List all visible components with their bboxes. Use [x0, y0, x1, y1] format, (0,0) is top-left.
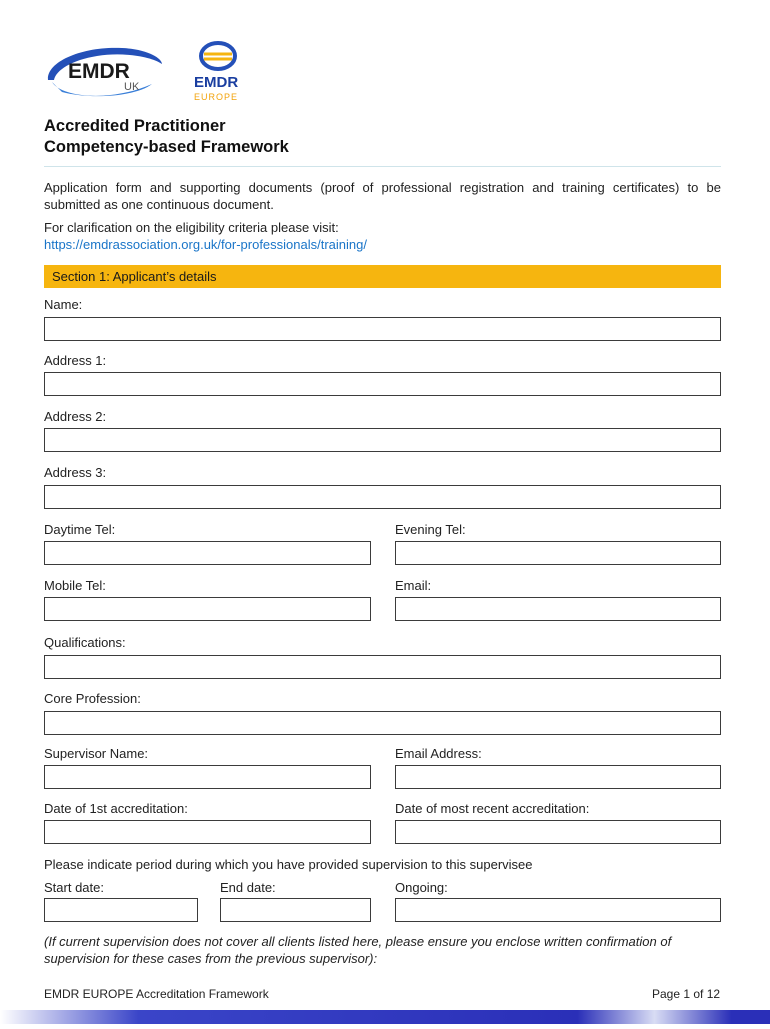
ongoing-input[interactable]	[395, 898, 721, 922]
qualifications-label: Qualifications:	[44, 635, 126, 650]
core-profession-input[interactable]	[44, 711, 721, 735]
recent-accreditation-input[interactable]	[395, 820, 721, 844]
footer-title: EMDR EUROPE Accreditation Framework	[44, 987, 269, 1001]
first-accreditation-input[interactable]	[44, 820, 371, 844]
email-input[interactable]	[395, 597, 721, 621]
title-divider	[44, 166, 721, 167]
address3-input[interactable]	[44, 485, 721, 509]
mobile-tel-input[interactable]	[44, 597, 371, 621]
address2-input[interactable]	[44, 428, 721, 452]
intro-text: Application form and supporting documents (proof of professional registration and training certificates) to be submitted as one continuous document.	[44, 180, 721, 212]
daytime-tel-label: Daytime Tel:	[44, 522, 116, 537]
first-accreditation-label: Date of 1st accreditation:	[44, 801, 188, 816]
start-date-label: Start date:	[44, 880, 104, 895]
emdr-europe-logo	[192, 40, 256, 102]
section-header	[44, 265, 721, 288]
logo-uk-text: EMDR	[68, 60, 130, 83]
email-address-label: Email Address:	[395, 746, 482, 761]
supervisor-name-label: Supervisor Name:	[44, 746, 149, 761]
supervisor-name-input[interactable]	[44, 765, 371, 789]
address2-label: Address 2:	[44, 409, 107, 424]
end-date-input[interactable]	[220, 898, 371, 922]
title-line-1: Accredited Practitioner	[44, 117, 226, 135]
supervision-period-label: Please indicate period during which you have provided supervision to this supervisee	[44, 857, 533, 872]
address1-input[interactable]	[44, 372, 721, 396]
page-title	[44, 116, 544, 158]
evening-tel-input[interactable]	[395, 541, 721, 565]
address1-label: Address 1:	[44, 353, 107, 368]
clarification-block	[44, 219, 721, 253]
name-input[interactable]	[44, 317, 721, 341]
name-label: Name:	[44, 297, 83, 312]
logo-eu-sub: EUROPE	[194, 92, 239, 102]
core-profession-label: Core Profession:	[44, 691, 141, 706]
ongoing-label: Ongoing:	[395, 880, 448, 895]
evening-tel-label: Evening Tel:	[395, 522, 466, 537]
mobile-tel-label: Mobile Tel:	[44, 578, 106, 593]
address3-label: Address 3:	[44, 465, 107, 480]
section-title: Section 1: Applicant’s details	[52, 269, 217, 284]
eligibility-link[interactable]: https://emdrassociation.org.uk/for-professionals/training/	[44, 237, 367, 252]
daytime-tel-input[interactable]	[44, 541, 371, 565]
logo-eu-text: EMDR	[194, 74, 239, 91]
start-date-input[interactable]	[44, 898, 198, 922]
email-address-input[interactable]	[395, 765, 721, 789]
supervision-note: (If current supervision does not cover all clients listed here, please ensure you enclose written confirmation of supervision for these cases from the previous supervisor):	[44, 934, 672, 966]
page-number: Page 1 of 12	[652, 987, 721, 1001]
clarification-text: For clarification on the eligibility criteria please visit:	[44, 220, 339, 235]
recent-accreditation-label: Date of most recent accreditation:	[395, 801, 590, 816]
title-line-2: Competency-based Framework	[44, 138, 289, 156]
email-label: Email:	[395, 578, 432, 593]
end-date-label: End date:	[220, 880, 276, 895]
logo-uk-sub: UK	[124, 81, 140, 93]
qualifications-input[interactable]	[44, 655, 721, 679]
footer-bar	[0, 1010, 770, 1024]
emdr-uk-logo	[42, 40, 167, 102]
